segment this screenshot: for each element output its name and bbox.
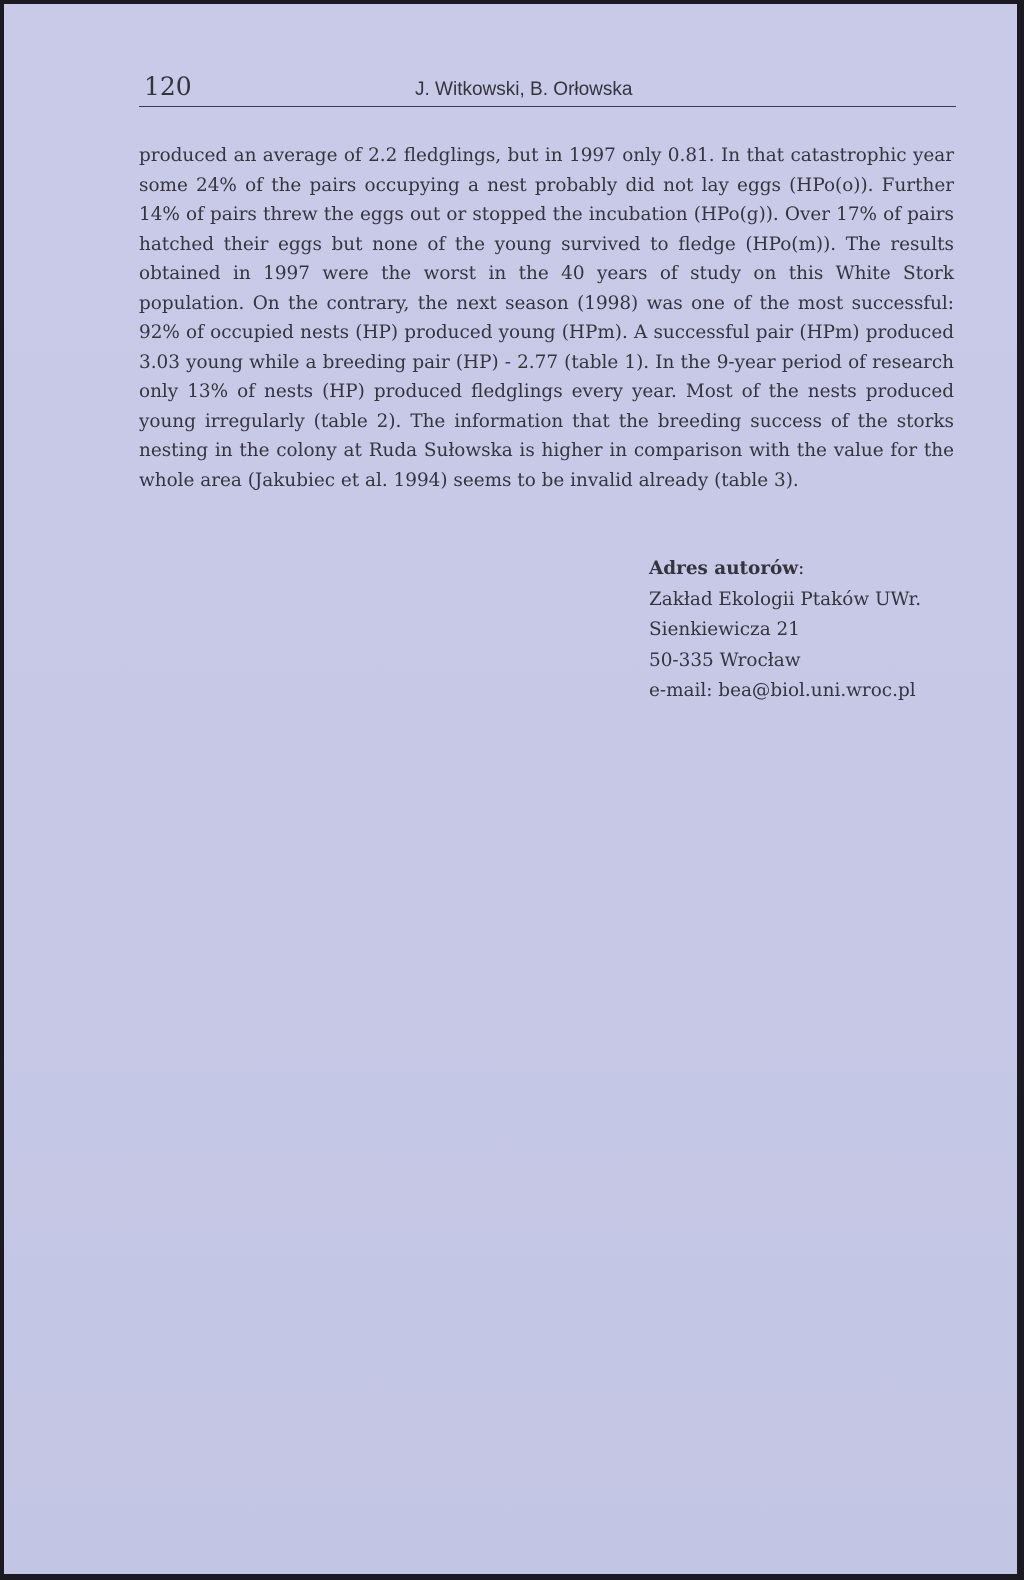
body-paragraph: produced an average of 2.2 fledglings, but in 1997 only 0.81. In that catastrophic year some 24% of the pairs occupying a nest probably did not lay eggs (HPo(o)). Further 14% of pairs threw the eggs out or stopped the incubation (HPo(g)). Over 17% of pairs hatched their eggs but none of the young survived to fledge (HPo(m)). The results obtained in 1997 were the worst in the 40 years of study on this White Stork population. On the contrary, the next season (1998) was one of the most successful: 92% of occupied nests (HP) produced young (HPm). A successful pair (HPm) produced 3.03 young while a breeding pair (HP) - 2.77 (table 1). In the 9-year period of research only 13% of nests (HP) produced fledglings every year. Most of the nests produced young irregularly (table 2). The information that the breeding success of the storks nesting in the colony at Ruda Sułowska is higher in comparison with the value for the whole area (Jakubiec et al. 1994) seems to be invalid already (table 3). — [139, 145, 954, 491]
address-heading — [649, 554, 969, 585]
address-title-colon: : — [798, 558, 805, 579]
address-title: Adres autorów — [649, 558, 799, 579]
running-head-authors: J. Witkowski, B. Orłowska — [415, 79, 633, 100]
address-institution: Zakład Ekologii Ptaków UWr. — [649, 588, 922, 610]
address-street: Sienkiewicza 21 — [649, 619, 800, 640]
address-email: e-mail: bea@biol.uni.wroc.pl — [649, 680, 916, 701]
page-number: 120 — [144, 72, 192, 101]
author-address — [649, 554, 969, 707]
page — [4, 4, 1017, 1574]
running-header — [139, 72, 956, 107]
address-city: 50-335 Wrocław — [649, 649, 801, 671]
